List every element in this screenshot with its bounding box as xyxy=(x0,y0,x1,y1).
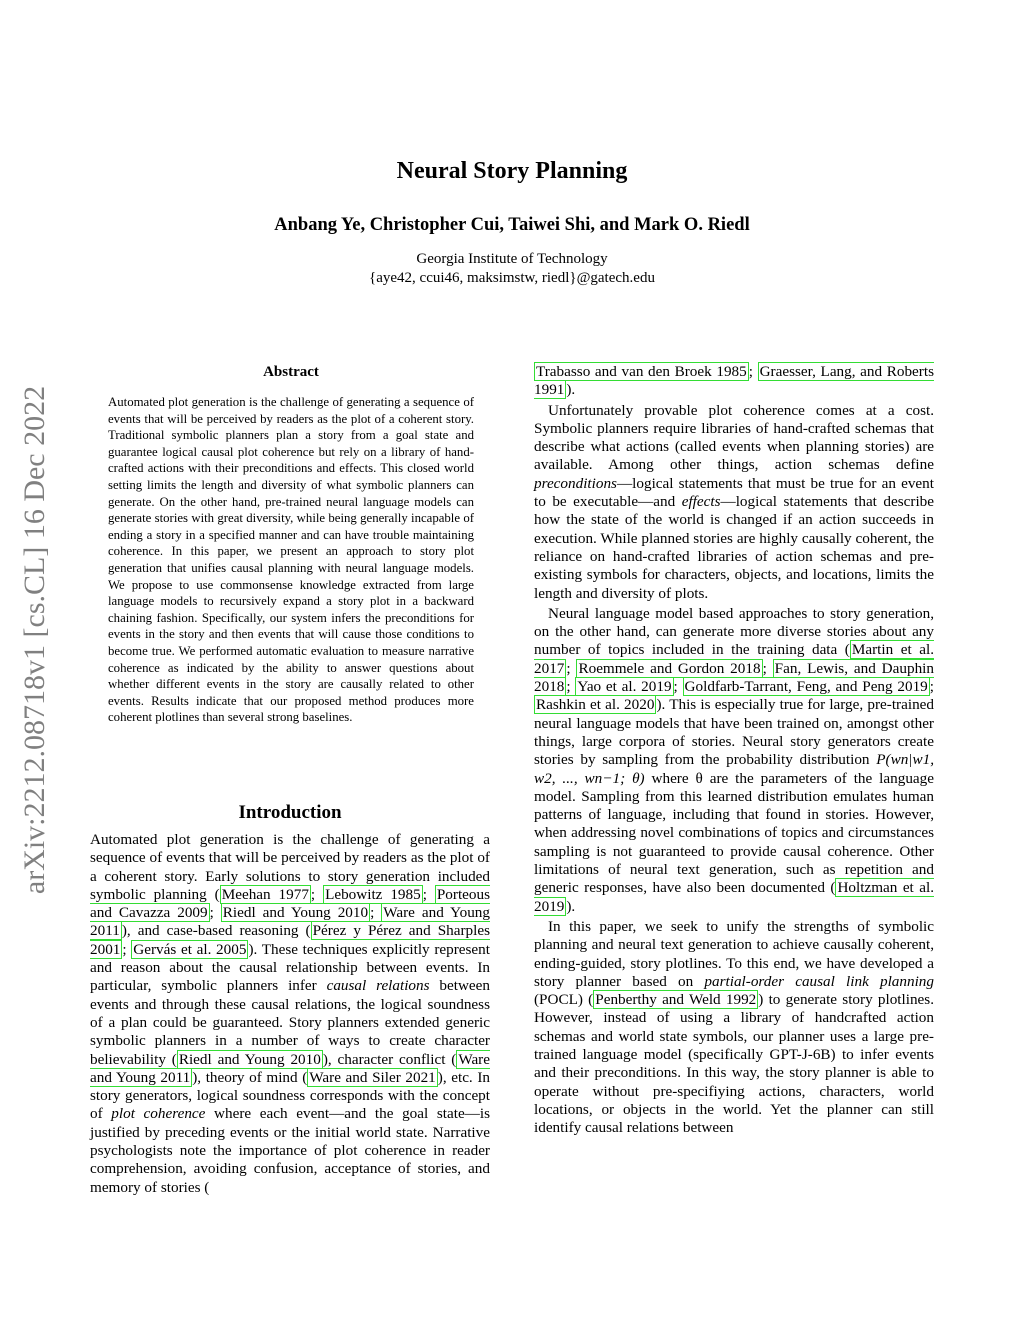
citation-link[interactable]: Ware and Young 2011 xyxy=(90,904,490,940)
emphasis-causal-relations: causal relations xyxy=(326,977,430,995)
intro-paragraph-3: Neural language model based approaches to story generation, on the other hand, can generate more diverse stories about any number of topics included in the training data ( Martin et al. 2017 ; Roemmele and Gordon 2018 ; Fan, Lewis, and Dauphin 2018 ; Yao et al. 2019 ; Goldfarb-Tarrant, Feng, and Peng 2019 ; Rashkin et al. 2020 ). This is especially true for large, pre-trained neural language models that have been trained on, amongst other things, large corpora of stories. Neural story generators create stories by sampling from the probability distribution P(wn|w1, w2, ..., wn−1; θ) where θ are the parameters of the language model. Sampling from this learned distribution emulates human patterns of language, including that found in stories. However, when addressing novel combinations of topics and circumstances sampling is not guaranteed to provide causal coherence. Other limitations of neural text generation, such as repetition and generic responses, have also been documented ( Holtzman et al. 2019 ). xyxy=(534,604,935,915)
intro-paragraph-1-continued: Trabasso and van den Broek 1985 ; Graesser, Lang, and Roberts 1991 ). xyxy=(534,363,934,399)
abstract-text: Automated plot generation is the challenge of generating a sequence of events that will be perceived by readers as the plot of a coherent story. Traditional symbolic planners plan a story from a goal state and guarantee logical causal plot coherence but rely on a library of hand-crafted actions with their preconditions and effects. This closed world setting limits the length and diversity of what symbolic planners can generate. On the other hand, pre-trained neural language models can generate stories with great diversity, while being generally incapable of ending a story in a specified manner and can have trouble maintaining coherence. In this paper, we present an approach to story plot generation that unifies causal planning with neural language models. We propose to use commonsense knowledge extracted from large language models to recursively expand a story plot in a backward chaining fashion. Specifically, our system infers the preconditions for events in the story and then events that will cause those conditions to become true. We performed automatic evaluation to measure narrative coherence as indicated by the ability to answer questions about whether different events in the story are causally related to other events. Results indicate that our proposed method produces more coherent plotlines than several strong baselines. xyxy=(108,395,474,725)
citation-link[interactable]: Martin et al. 2017 xyxy=(534,641,935,677)
citation-link[interactable]: Yao et al. 2019 xyxy=(577,678,672,696)
citation-link[interactable]: Pérez y Pérez and Sharples 2001 xyxy=(90,922,490,958)
emphasis-effects: effects xyxy=(681,493,721,511)
probability-formula: P(wn|w1, w2, ..., wn−1; θ) xyxy=(534,751,934,787)
citation-link[interactable]: Fan, Lewis, and Dauphin 2018 xyxy=(534,659,934,696)
left-column xyxy=(90,831,490,1197)
emphasis-pocl: partial-order causal link planning xyxy=(704,972,934,990)
intro-paragraph-4: In this paper, we seek to unify the strengths of symbolic planning and neural text generation to achieve causally coherent, ending-guided, story plotlines. To this end, we have developed a story planner based on partial-order causal link planning (POCL) ( Penberthy and Weld 1992 ) to generate story plotlines. However, instead of using a library of handcrafted action schemas and world state symbols, our planner uses a large pre-trained language model (specifically GPT-J-6B) to infer events and their preconditions. In this way, the story planner is able to operate without pre-specifiying actions, characters, world locations, or objects in the world. Yet the planner can still identify causal relations between xyxy=(534,917,935,1137)
citation-link[interactable]: Gervás et al. 2005 xyxy=(133,940,247,958)
affiliation: Georgia Institute of Technology xyxy=(416,251,608,267)
paper-title: Neural Story Planning xyxy=(396,158,628,184)
citation-link[interactable]: Riedl and Young 2010 xyxy=(178,1050,321,1068)
abstract-heading: Abstract xyxy=(263,364,319,380)
citation-link[interactable]: Holtzman et al. 2019 xyxy=(534,879,935,915)
citation-link[interactable]: Meehan 1977 xyxy=(221,885,309,903)
intro-paragraph-2: Unfortunately provable plot coherence comes at a cost. Symbolic planners require libraries of hand-crafted schemas that describe what actions (called events when planning stories) are available. Among other things, action schemas define preconditions—logical statements that must be true for an event to be executable—and effects—logical statements that describe how the state of the world is changed if an action succeeds in execution. While planned stories are highly causally coherent, the reliance on hand-crafted libraries of action schemas and pre-existing symbols for characters, objects, and locations, limits the length and diversity of plots. xyxy=(534,401,934,602)
introduction-heading: Introduction xyxy=(238,802,342,823)
citation-link[interactable]: Ware and Young 2011 xyxy=(90,1050,490,1086)
citation-link[interactable]: Roemmele and Gordon 2018 xyxy=(578,659,761,677)
emphasis-preconditions: preconditions xyxy=(534,474,617,492)
citation-link[interactable]: Rashkin et al. 2020 xyxy=(536,696,655,714)
citation-link[interactable]: Porteous and Cavazza 2009 xyxy=(90,885,490,922)
emphasis-plot-coherence: plot coherence xyxy=(111,1105,206,1123)
right-column xyxy=(534,363,934,1137)
citation-link[interactable]: Trabasso and van den Broek 1985 xyxy=(536,363,747,380)
citation-link[interactable]: Goldfarb-Tarrant, Feng, and Peng 2019 xyxy=(684,678,928,696)
affiliation-block xyxy=(0,250,1024,288)
intro-paragraph-1: Automated plot generation is the challenge of generating a sequence of events that will be perceived by readers as the plot of a coherent story. Early solutions to story generation included symbolic planning ( Meehan 1977 ; Lebowitz 1985 ; Porteous and Cavazza 2009 ; Riedl and Young 2010 ; Ware and Young 2011 ), and case-based reasoning ( Pérez y Pérez and Sharples 2001 ; Gervás et al. 2005 ). These techniques explicitly represent and reason about the causal relationship between events. In particular, symbolic planners infer causal relations between events and through these causal relations, the logical soundness of a plan could be guaranteed. Story planners extended generic symbolic planners in a number of ways to create character believability ( Riedl and Young 2010 ), character conflict ( Ware and Young 2011 ), theory of mind ( Ware and Siler 2021 ), etc. In story generators, logical soundness corresponds with the concept of plot coherence where each event—and the goal state—is justified by preceding events or the initial world state. Narrative psychologists note the importance of plot coherence in reader comprehension, avoiding confusion, acceptance of stories, and memory of stories ( xyxy=(90,831,491,1196)
arxiv-identifier: arXiv:2212.08718v1 [cs.CL] 16 Dec 2022 xyxy=(18,385,51,895)
citation-link[interactable]: Ware and Siler 2021 xyxy=(309,1068,436,1086)
author-emails: {aye42, ccui46, maksimstw, riedl}@gatech.edu xyxy=(369,270,655,286)
citation-link[interactable]: Lebowitz 1985 xyxy=(325,885,421,903)
citation-link[interactable]: Penberthy and Weld 1992 xyxy=(595,991,757,1009)
author-list: Anbang Ye, Christopher Cui, Taiwei Shi, and Mark O. Riedl xyxy=(274,215,750,235)
citation-link[interactable]: Riedl and Young 2010 xyxy=(222,904,369,922)
citation-link[interactable]: Graesser, Lang, and Roberts 1991 xyxy=(534,363,934,399)
